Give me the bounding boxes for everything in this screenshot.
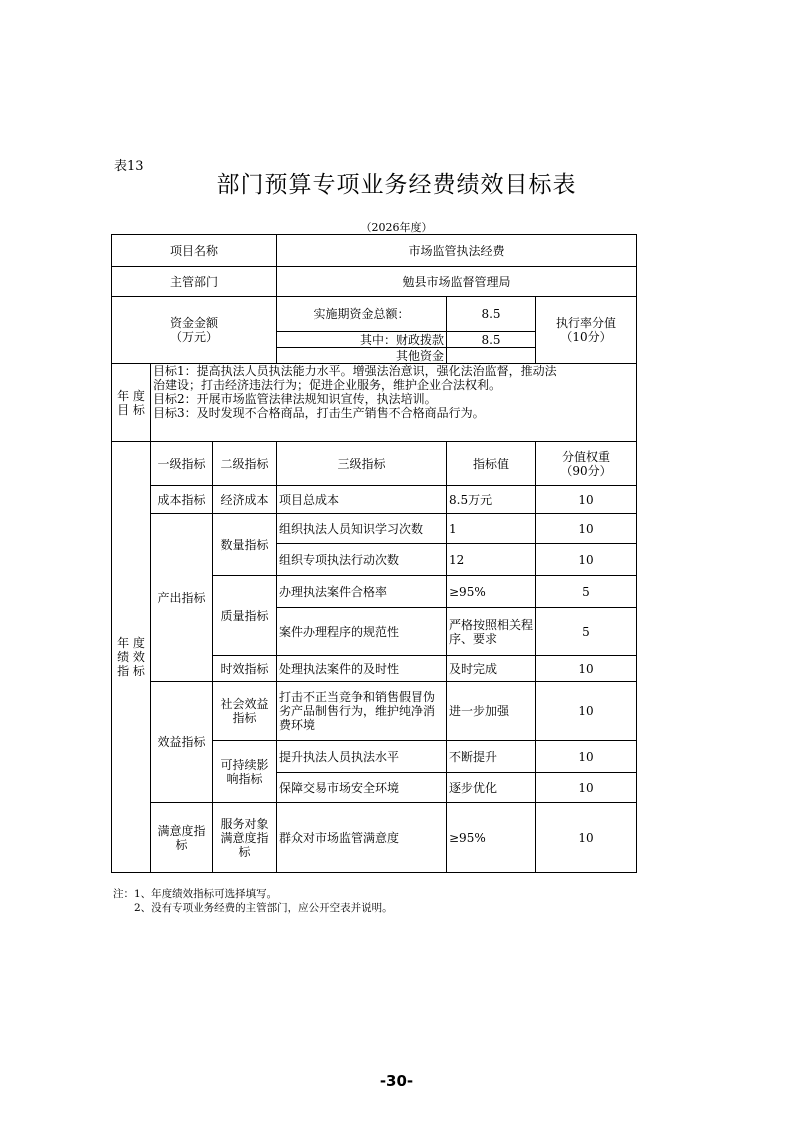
indicator-weight: 10 <box>536 544 637 576</box>
indicator-weight: 10 <box>536 803 637 873</box>
indicator-level3: 组织专项执法行动次数 <box>277 544 447 576</box>
performance-label-line1: 年 度 <box>117 636 145 650</box>
indicator-level3: 打击不正当竞争和销售假冒伪劣产品制售行为，维护纯净消费环境 <box>277 682 447 741</box>
funds-other-label: 其他资金 <box>277 348 447 364</box>
footnotes <box>113 887 393 915</box>
department-label: 主管部门 <box>112 267 277 297</box>
table-number: 表13 <box>114 159 144 174</box>
annual-goals-label-line1: 年 度 <box>117 388 145 403</box>
indicator-level3: 保障交易市场安全环境 <box>277 773 447 803</box>
funds-total-value: 8.5 <box>447 297 536 332</box>
footnote-line1: 注：1、年度绩效指标可选择填写。 <box>113 888 278 900</box>
indicator-value: 及时完成 <box>447 656 536 682</box>
quantity-indicator-label: 数量指标 <box>213 514 277 576</box>
page-title: 部门预算专项业务经费绩效目标表 <box>216 172 577 198</box>
project-name-value: 市场监管执法经费 <box>277 235 637 267</box>
indicator-value: ≥95% <box>447 803 536 873</box>
indicator-value: 12 <box>447 544 536 576</box>
indicator-level3: 项目总成本 <box>277 486 447 514</box>
page-number: -30- <box>379 1072 414 1090</box>
indicator-header-row <box>112 442 637 486</box>
header-weight-line1: 分值权重 <box>561 449 610 464</box>
indicator-weight: 10 <box>536 741 637 773</box>
table-row <box>112 682 637 741</box>
indicator-value: ≥95% <box>447 576 536 608</box>
header-value: 指标值 <box>447 442 536 486</box>
goal-line: 目标3：及时发现不合格商品，打击生产销售不合格商品行为。 <box>153 406 485 420</box>
indicator-weight: 10 <box>536 773 637 803</box>
indicator-weight: 10 <box>536 656 637 682</box>
department-row <box>112 267 637 297</box>
execution-rate-line2: （10分） <box>560 330 612 344</box>
indicator-value: 严格按照相关程序、要求 <box>447 608 536 656</box>
table-row <box>112 514 637 544</box>
annual-goals-label-line2: 目 标 <box>117 402 145 417</box>
funds-label <box>112 297 277 364</box>
funds-other-value <box>447 348 536 364</box>
table-row <box>112 486 637 514</box>
annual-goals-text <box>151 364 637 442</box>
indicator-weight: 10 <box>536 682 637 741</box>
satisfaction-indicator-label: 满意度指标 <box>151 803 213 873</box>
goal-line: 目标1：提高执法人员执法能力水平。增强法治意识，强化法治监督，推动法 <box>153 364 557 378</box>
execution-rate-line1: 执行率分值 <box>555 316 616 330</box>
header-level2: 二级指标 <box>213 442 277 486</box>
indicator-level3: 群众对市场监管满意度 <box>277 803 447 873</box>
goal-line: 治建设；打击经济违法行为；促进企业服务，维护企业合法权利。 <box>153 378 502 392</box>
fiscal-year: （2026年度） <box>360 221 433 234</box>
indicator-level3: 提升执法人员执法水平 <box>277 741 447 773</box>
header-level1: 一级指标 <box>151 442 213 486</box>
execution-rate-score <box>536 297 637 364</box>
performance-label-line2: 绩 效 <box>117 650 145 664</box>
timeliness-indicator-label: 时效指标 <box>213 656 277 682</box>
indicator-level3: 组织执法人员知识学习次数 <box>277 514 447 544</box>
table-row <box>112 803 637 873</box>
indicator-value: 1 <box>447 514 536 544</box>
quality-indicator-label: 质量指标 <box>213 576 277 656</box>
funds-total-label: 实施期资金总额： <box>277 297 447 332</box>
service-satisfaction-label: 服务对象满意度指标 <box>213 803 277 873</box>
annual-goals-row <box>112 364 637 442</box>
performance-label-line3: 指 标 <box>117 664 145 678</box>
economic-cost-label: 经济成本 <box>213 486 277 514</box>
funds-total-row <box>112 297 637 332</box>
funds-fiscal-label: 其中：财政拨款 <box>277 332 447 348</box>
indicator-weight: 10 <box>536 486 637 514</box>
cost-indicator-label: 成本指标 <box>151 486 213 514</box>
indicator-value: 进一步加强 <box>447 682 536 741</box>
indicator-weight: 10 <box>536 514 637 544</box>
indicator-level3: 办理执法案件合格率 <box>277 576 447 608</box>
output-indicator-label: 产出指标 <box>151 514 213 682</box>
header-level3: 三级指标 <box>277 442 447 486</box>
goal-line: 目标2：开展市场监管法律法规知识宣传，执法培训。 <box>153 392 437 406</box>
funds-label-line1: 资金金额 <box>169 316 218 330</box>
performance-indicators-label <box>112 442 151 873</box>
project-name-row <box>112 235 637 267</box>
indicator-value: 逐步优化 <box>447 773 536 803</box>
funds-label-line2: （万元） <box>169 330 218 344</box>
department-value: 勉县市场监督管理局 <box>277 267 637 297</box>
sustainable-impact-label: 可持续影响指标 <box>213 741 277 803</box>
header-weight <box>536 442 637 486</box>
indicator-value: 不断提升 <box>447 741 536 773</box>
header-weight-line2: （90分） <box>560 463 612 478</box>
funds-fiscal-value: 8.5 <box>447 332 536 348</box>
annual-goals-label <box>112 364 151 442</box>
indicator-weight: 5 <box>536 608 637 656</box>
indicator-level3: 处理执法案件的及时性 <box>277 656 447 682</box>
project-name-label: 项目名称 <box>112 235 277 267</box>
benefit-indicator-label: 效益指标 <box>151 682 213 803</box>
indicator-level3: 案件办理程序的规范性 <box>277 608 447 656</box>
social-benefit-label: 社会效益指标 <box>213 682 277 741</box>
indicator-weight: 5 <box>536 576 637 608</box>
footnote-line2: 2、没有专项业务经费的主管部门，应公开空表并说明。 <box>134 902 393 914</box>
indicator-value: 8.5万元 <box>447 486 536 514</box>
performance-table <box>111 234 637 873</box>
